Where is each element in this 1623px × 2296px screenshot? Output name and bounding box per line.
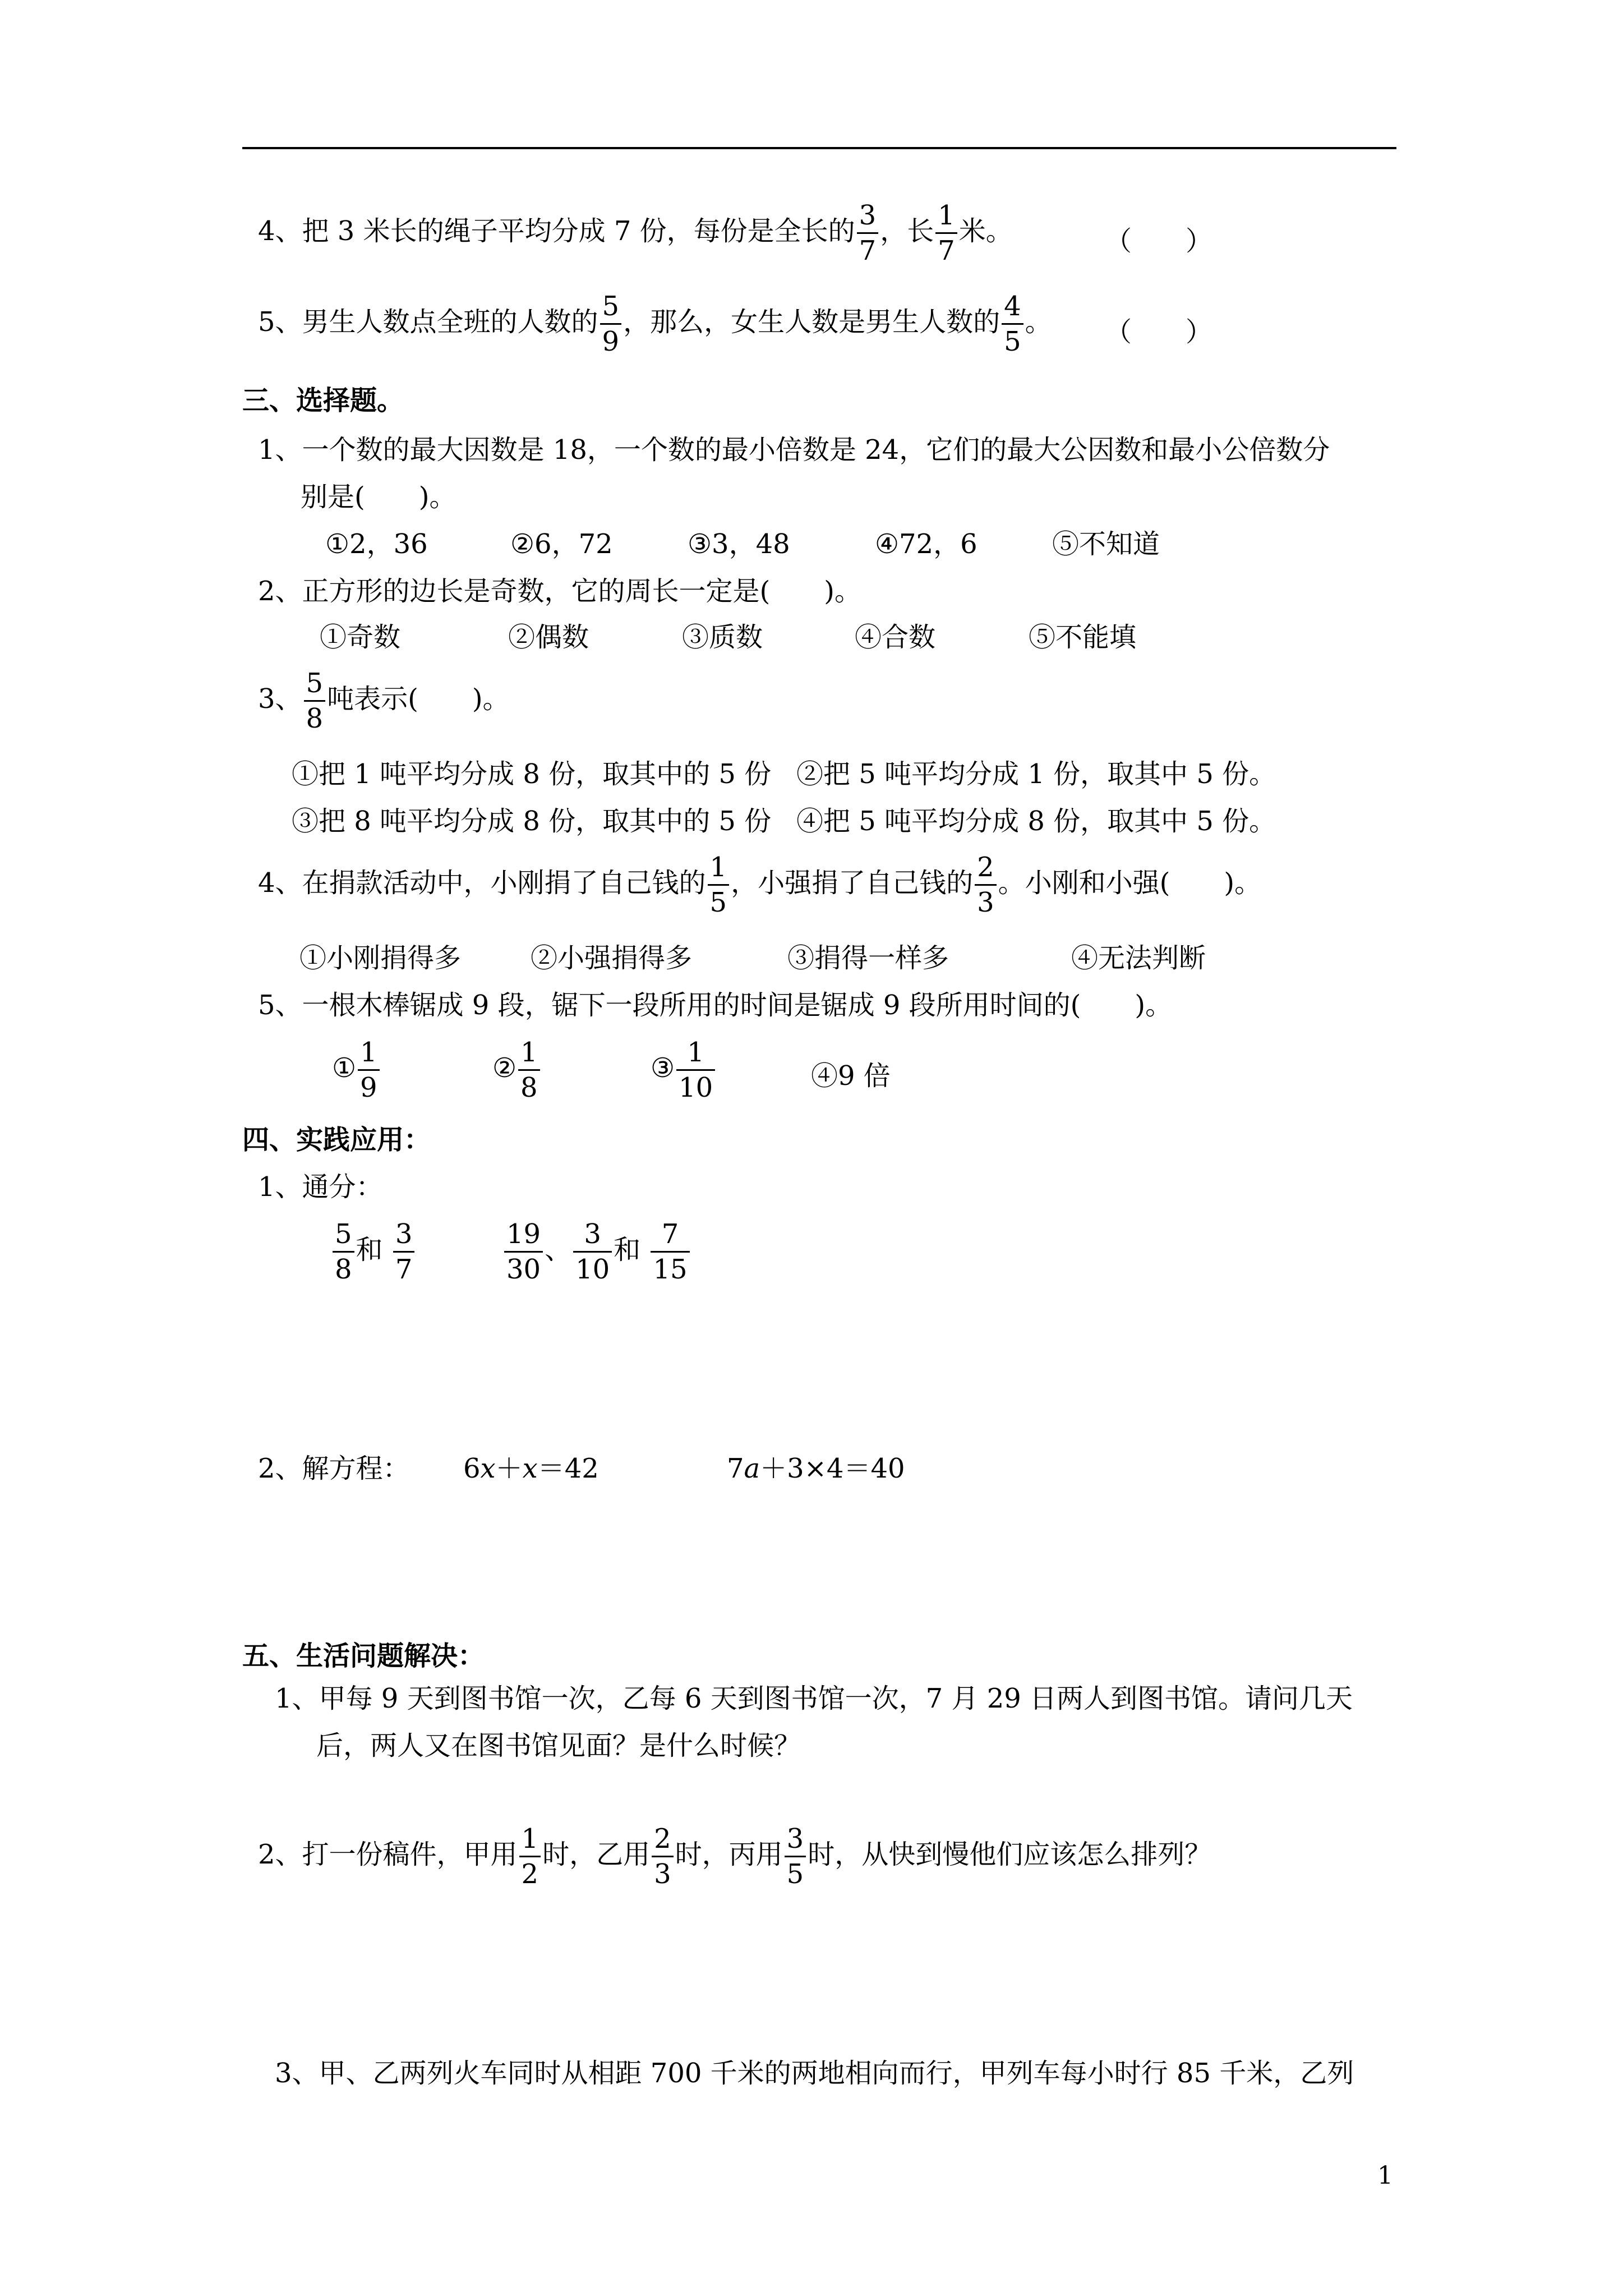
option[interactable]: ①奇数 (320, 622, 401, 653)
option[interactable]: ③把 8 吨平均分成 8 份，取其中的 5 份 (292, 806, 772, 837)
fraction: $\frac{19}{30}$ (504, 1221, 543, 1283)
section-heading: 三、选择题。 (242, 385, 404, 416)
fraction: $\frac{3}{7}$ (393, 1221, 415, 1283)
header-rule (242, 147, 1396, 149)
equation-1: 6x＋x＝42 (463, 1453, 599, 1484)
word-problem-3: 3、甲、乙两列火车同时从相距 700 千米的两地相向而行，甲列车每小时行 85 千米，乙列 (275, 2058, 1354, 2089)
option[interactable]: ②把 5 吨平均分成 1 份，取其中 5 份。 (796, 758, 1276, 790)
choice-question-1: 1、一个数的最大因数是 18，一个数的最小倍数是 24，它们的最大公因数和最小公倍数分 (258, 434, 1330, 466)
choice-question-2: 2、正方形的边长是奇数，它的周长一定是( )。 (258, 576, 861, 607)
fraction-group-2: $\frac{19}{30}$ 、 $\frac{3}{10}$ 和 $\frac{7}{15}$ (502, 1221, 691, 1283)
fraction: $\frac{2}{3}$ (975, 854, 997, 916)
fraction: $\frac{5}{8}$ (304, 670, 326, 732)
judge-question-4: 4、把 3 米长的绳子平均分成 7 份，每份是全长的 $\frac{3}{7}$ ，长 $\frac{1}{7}$ 米。 (258, 200, 1013, 266)
equation-2: 7a＋3×4＝40 (727, 1453, 905, 1484)
option[interactable]: ④把 5 吨平均分成 8 份，取其中 5 份。 (796, 806, 1276, 837)
option[interactable]: ②小强捐得多 (531, 942, 693, 974)
fraction-group-1: $\frac{5}{8}$ 和 $\frac{3}{7}$ (331, 1221, 416, 1283)
word-problem-1-cont: 后，两人又在图书馆见面？是什么时候？ (316, 1730, 801, 1761)
fraction: $\frac{3}{10}$ (573, 1221, 612, 1283)
choice-question-1-cont: 别是( )。 (301, 481, 457, 513)
option[interactable]: ④72，6 (875, 528, 978, 560)
choice-question-5: 5、一根木棒锯成 9 段，锯下一段所用的时间是锯成 9 段所用时间的( )。 (258, 990, 1173, 1021)
fraction: $\frac{7}{15}$ (651, 1221, 689, 1283)
fraction: $\frac{3}{7}$ (857, 202, 879, 264)
practice-question-2: 2、解方程： (258, 1453, 410, 1484)
option[interactable]: ④9 倍 (811, 1060, 891, 1092)
option[interactable]: ②偶数 (508, 622, 589, 653)
fraction: $\frac{1}{7}$ (935, 202, 957, 264)
answer-parentheses[interactable]: （ ） (1105, 316, 1213, 348)
option[interactable]: ①把 1 吨平均分成 8 份，取其中的 5 份 (292, 758, 772, 790)
word-problem-2: 2、打一份稿件，甲用 $\frac{1}{2}$ 时，乙用 $\frac{2}{3}$ 时，丙用 $\frac{3}{5}$ 时，从快到慢他们应该怎么排列？ (258, 1823, 1212, 1890)
fraction: $\frac{1}{8}$ (518, 1039, 540, 1101)
option[interactable]: ③质数 (682, 622, 763, 653)
word-problem-1: 1、甲每 9 天到图书馆一次，乙每 6 天到图书馆一次，7 月 29 日两人到图书馆。请问几天 (275, 1683, 1353, 1714)
fraction: $\frac{1}{5}$ (708, 854, 730, 916)
judge-question-5: 5、男生人数点全班的人数的 $\frac{5}{9}$ ，那么，女生人数是男生人数的 $\frac{4}{5}$ 。 (258, 291, 1052, 357)
option[interactable]: ② $\frac{1}{8}$ (492, 1039, 542, 1101)
choice-question-3: 3、 $\frac{5}{8}$ 吨表示( )。 (258, 668, 510, 734)
option[interactable]: ④无法判断 (1071, 942, 1206, 974)
fraction: $\frac{1}{2}$ (519, 1825, 541, 1888)
fraction: $\frac{5}{9}$ (600, 293, 622, 355)
fraction: $\frac{3}{5}$ (785, 1825, 806, 1888)
page-number: 1 (1377, 2161, 1393, 2190)
fraction: $\frac{1}{9}$ (358, 1039, 380, 1101)
option[interactable]: ④合数 (855, 622, 936, 653)
option[interactable]: ⑤不知道 (1052, 528, 1160, 560)
fraction: $\frac{1}{10}$ (676, 1039, 715, 1101)
section-heading: 四、实践应用： (242, 1124, 431, 1156)
option[interactable]: ③捐得一样多 (787, 942, 949, 974)
fraction: $\frac{5}{8}$ (333, 1221, 354, 1283)
option[interactable]: ①小刚捐得多 (299, 942, 462, 974)
option[interactable]: ⑤不能填 (1029, 622, 1137, 653)
option[interactable]: ③ $\frac{1}{10}$ (651, 1039, 717, 1101)
choice-question-4: 4、在捐款活动中，小刚捐了自己钱的 $\frac{1}{5}$ ，小强捐了自己钱的 $\frac{2}{3}$ 。小刚和小强( )。 (258, 852, 1262, 918)
option[interactable]: ①2，36 (325, 528, 428, 560)
section-heading: 五、生活问题解决： (242, 1640, 485, 1672)
fraction: $\frac{2}{3}$ (652, 1825, 674, 1888)
answer-parentheses[interactable]: （ ） (1105, 226, 1213, 257)
option[interactable]: ① $\frac{1}{9}$ (332, 1039, 381, 1101)
fraction: $\frac{4}{5}$ (1002, 293, 1023, 355)
option[interactable]: ②6，72 (510, 528, 613, 560)
option[interactable]: ③3，48 (688, 528, 790, 560)
practice-question-1: 1、通分： (258, 1171, 383, 1203)
